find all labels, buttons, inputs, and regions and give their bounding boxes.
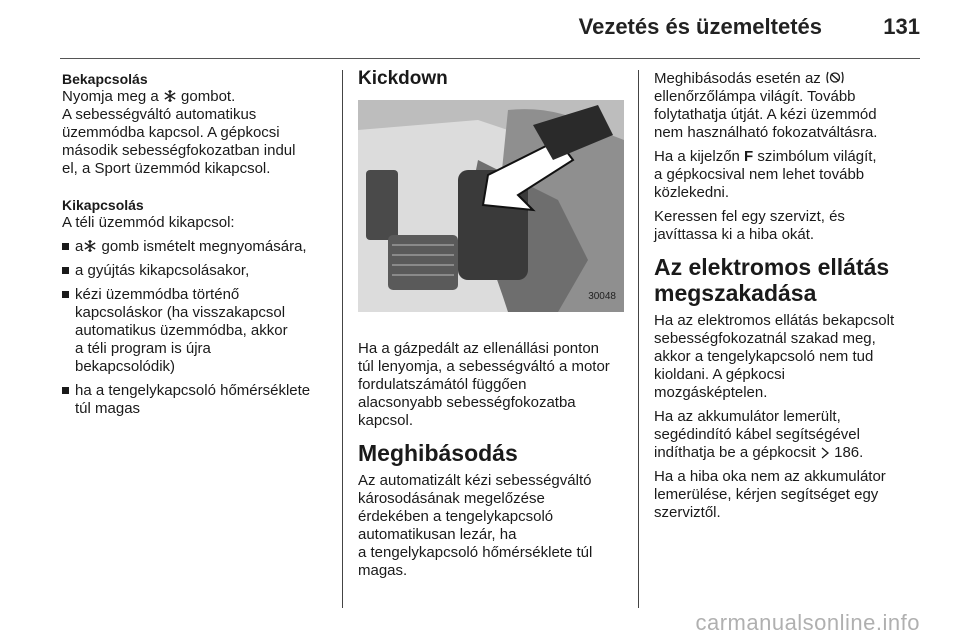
- paragraph-fault: Az automatizált kézi sebességváltó károsodásának megelőzése érdekében a tengelykapcsoló automatikusan lezár, ha a tengelykapcsoló hőmérséklete túl magas.: [358, 472, 593, 579]
- heading-power-loss: Az elektromos ellátás megszakadása: [654, 254, 890, 306]
- text-segment: ellenőrzőlámpa világít. Tovább folytathatja útját. A kézi üzemmód nem használható fokozatváltásra.: [654, 88, 878, 141]
- heading-kickdown: Kickdown: [358, 68, 448, 89]
- text-segment: .: [859, 444, 864, 461]
- text-segment: szimbólum világít, a gépkocsival nem lehet tovább közlekedni.: [654, 148, 877, 201]
- snowflake-icon: [163, 89, 177, 103]
- f-symbol: F: [744, 148, 754, 165]
- paragraph-off-intro: A téli üzemmód kikapcsol:: [62, 214, 235, 231]
- column-3: [654, 70, 924, 528]
- subheading-off: Kikapcsolás: [62, 197, 144, 213]
- text-segment: a: [75, 238, 84, 255]
- text-segment: Ha a kijelzőn: [654, 148, 745, 165]
- paragraph-power-3: Ha a hiba oka nem az akkumulátor lemerülése, kérjen segítséget egy szerviztől.: [654, 468, 886, 521]
- section-title: Vezetés és üzemeltetés: [578, 14, 822, 39]
- column-1: [62, 70, 334, 424]
- photo-code: 30048: [588, 291, 616, 302]
- column-2: [358, 70, 628, 586]
- list-item: kézi üzemmódba történő kapcsoláskor (ha visszakapcsol automatikus üzemmódba, akkor a téli program is újra bekapcsolódik): [62, 286, 334, 376]
- text-segment: gombot. A sebességváltó automatikus üzemmódba kapcsol. A gépkocsi második sebességfokozatban indul el, a Sport üzemmód kikapcsol.: [62, 88, 296, 177]
- list-item: ha a tengelykapcsoló hőmérséklete túl magas: [62, 382, 334, 418]
- list-item: [62, 238, 334, 256]
- text-segment: gomb ismételt megnyomására,: [97, 238, 307, 255]
- text-segment: Nyomja meg a: [62, 88, 159, 105]
- page-reference-arrow-icon: [820, 447, 830, 459]
- subheading-on: Bekapcsolás: [62, 71, 148, 87]
- text-segment: Ha az akkumulátor lemerült, segédindító kábel segítségével indíthatja be a gépkocsit: [654, 408, 860, 461]
- text-segment: Meghibásodás esetén az: [654, 70, 821, 87]
- transmission-warning-icon: [825, 70, 845, 85]
- page-number: 131: [883, 14, 920, 39]
- paragraph-power-1: Ha az elektromos ellátás bekapcsolt sebességfokozatnál szakad meg, akkor a tengelykapcsoló nem tud kioldani. A gépkocsi mozgásképtelen.: [654, 312, 895, 401]
- header-divider: [60, 58, 920, 59]
- column-divider-1: [342, 70, 343, 608]
- paragraph-fault-lamp: [654, 70, 924, 142]
- paragraph-fault-f: [654, 148, 924, 202]
- paragraph-service: Keressen fel egy szervizt, és javíttassa ki a hiba okát.: [654, 208, 845, 243]
- pedal-illustration: [358, 100, 624, 312]
- kickdown-pedal-photo: [358, 100, 624, 312]
- paragraph-power-2: [654, 408, 924, 462]
- heading-fault: Meghibásodás: [358, 440, 518, 466]
- list-item: a gyújtás kikapcsolásakor,: [62, 262, 334, 280]
- column-divider-2: [638, 70, 639, 608]
- snowflake-icon: [83, 239, 97, 253]
- off-conditions-list: [62, 238, 334, 418]
- paragraph-on: [62, 88, 334, 178]
- site-watermark: carmanualsonline.info: [695, 610, 920, 635]
- paragraph-kickdown: Ha a gázpedált az ellenállási ponton túl lenyomja, a sebességváltó a motor fordulatszámától függően alacsonyabb sebességfokozatba kapcsol.: [358, 340, 610, 429]
- page-reference-link[interactable]: 186: [834, 444, 860, 461]
